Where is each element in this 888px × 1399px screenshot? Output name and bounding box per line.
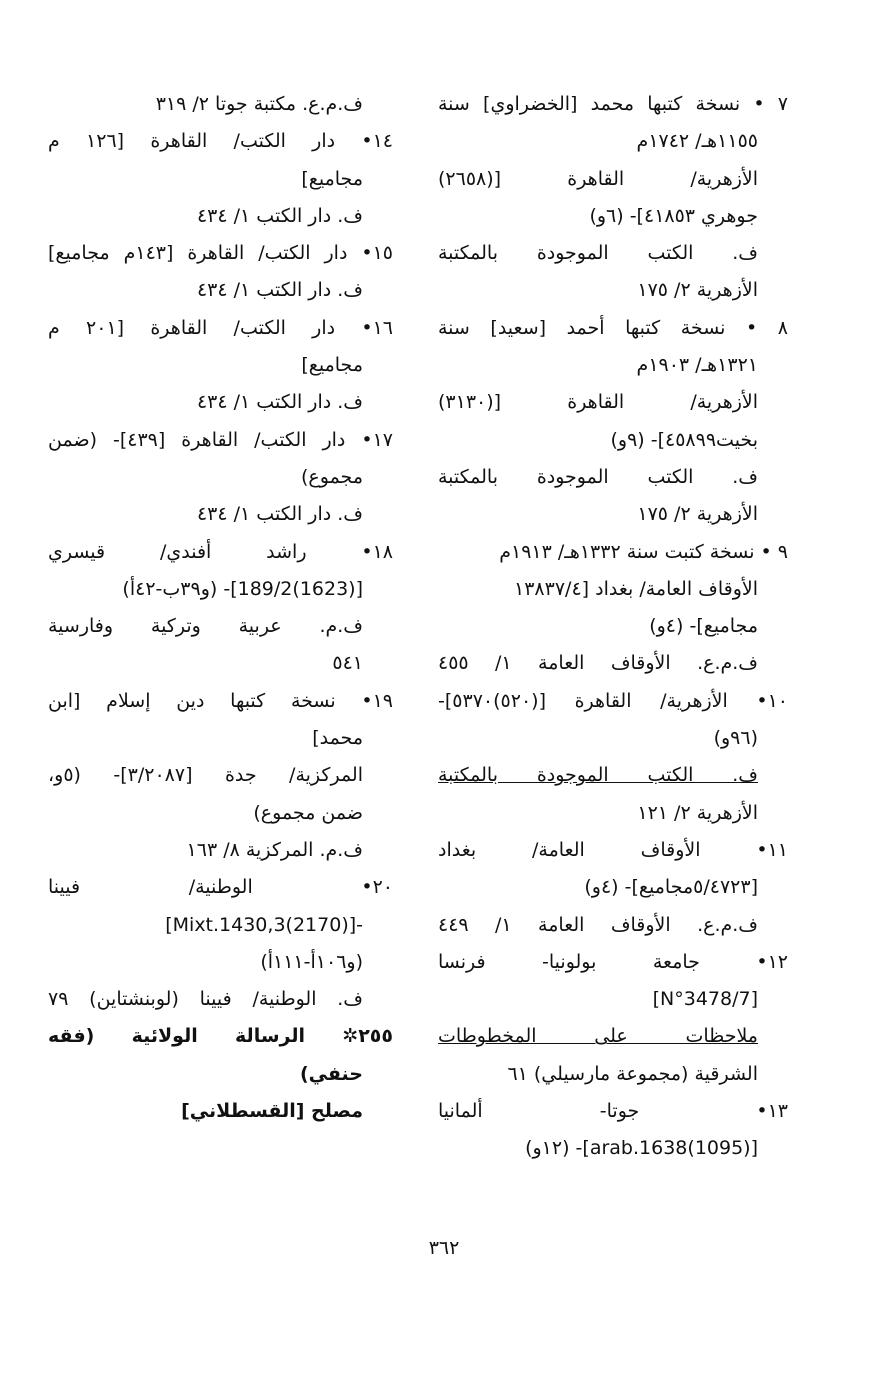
entry-detail-line: ١٣٢١هـ/ ١٩٠٣م <box>636 354 758 377</box>
entry-heading-line: ١٩• نسخة كتبها دين إسلام [ابن <box>48 689 393 712</box>
entry-detail-line: ف. دار الكتب ١/ ٤٣٤ <box>196 503 363 526</box>
right-column <box>438 86 788 1168</box>
entry-heading-line: ١٦• دار الكتب/ القاهرة [٢٠١ م <box>48 316 393 339</box>
entry-heading-line: ٨ • نسخة كتبها أحمد [سعيد] سنة <box>438 316 788 339</box>
entry-detail-line: (و١٠٦أ-١١١أ) <box>260 950 363 973</box>
entry-detail-line: مجاميع] <box>301 167 363 190</box>
entry-detail-line: ملاحظات على المخطوطات <box>438 1025 758 1048</box>
entry-detail-line: [(1095)arab.1638]- (١٢و) <box>525 1137 758 1160</box>
entry-heading-line: ٩ • نسخة كتبت سنة ١٣٣٢هـ/ ١٩١٣م <box>499 540 788 563</box>
page-number: ٣٦٢ <box>428 1237 460 1259</box>
entry-detail-line: مجموع) <box>301 465 363 488</box>
entry-detail-line: الأزهرية ٢/ ١٢١ <box>637 801 758 824</box>
entry-detail-line: ف. دار الكتب ١/ ٤٣٤ <box>196 204 363 227</box>
entry-detail-line: بخيت٤٥٨٩٩]- (٩و) <box>610 428 758 451</box>
entry-detail-line: جوهري ٤١٨٥٣]- (٦و) <box>589 204 758 227</box>
entry-detail-line: ف. الكتب الموجودة بالمكتبة <box>438 242 758 265</box>
entry-detail-line: الأزهرية/ القاهرة [(٣١٣٠) <box>438 391 758 414</box>
entry-detail-line: ف. دار الكتب ١/ ٤٣٤ <box>196 279 363 302</box>
entry-detail-line: [٥/٤٧٢٣مجاميع]- (٤و) <box>584 876 758 899</box>
entry-detail-line: الأوقاف العامة/ بغداد [١٣٨٣٧/٤ <box>514 577 758 600</box>
entry-heading-line: ١٨• راشد أفندي/ قيسري <box>48 540 393 563</box>
entry-detail-line: المركزية/ جدة [٣/٢٠٨٧]- (٥و، <box>48 764 363 787</box>
entry-detail-line: ٥٤١ <box>332 652 363 675</box>
entry-detail-line: ف.م. عربية وتركية وفارسية <box>48 615 363 638</box>
entry-detail-line: ف. الكتب الموجودة بالمكتبة <box>438 465 758 488</box>
entry-detail-line: محمد] <box>312 727 363 750</box>
entry-heading-line: ١١• الأوقاف العامة/ بغداد <box>438 838 788 861</box>
entry-detail-line: مصلح [القسطلاني] <box>181 1100 363 1123</box>
entry-detail-line: ١١٥٥هـ/ ١٧٤٢م <box>636 130 758 153</box>
entry-detail-line: ف. دار الكتب ١/ ٤٣٤ <box>196 391 363 414</box>
entry-heading-line: ١٧• دار الكتب/ القاهرة [٤٣٩]- (ضمن <box>48 428 393 451</box>
entry-heading-line: ٧ • نسخة كتبها محمد [الخضراوي] سنة <box>438 93 788 115</box>
entry-detail-line: الأزهرية ٢/ ١٧٥ <box>637 279 758 302</box>
entry-detail-line: الشرقية (مجموعة مارسيلي) ٦١ <box>507 1062 758 1085</box>
entry-detail-line: ف.م.ع. مكتبة جوتا ٢/ ٣١٩ <box>155 93 363 115</box>
entry-detail-line: [N°3478/7] <box>652 988 758 1011</box>
entry-detail-line: ضمن مجموع) <box>253 801 363 824</box>
entry-detail-line: حنفي) <box>299 1062 363 1085</box>
entry-detail-line: ف. الكتب الموجودة بالمكتبة <box>438 764 758 787</box>
entry-detail-line: ف. الوطنية/ فيينا (لوبنشتاين) ٧٩ <box>48 988 363 1011</box>
entry-heading-line: ٢٥٥✲ الرسالة الولائية (فقه <box>48 1025 393 1048</box>
entry-detail-line: مجاميع] <box>301 354 363 377</box>
entry-detail-line: ف.م. المركزية ٨/ ١٦٣ <box>186 838 363 861</box>
entry-heading-line: ١٢• جامعة بولونيا- فرنسا <box>438 950 788 973</box>
entry-detail-line: [(1623)189/2]- (و٣٩ب-٤٢أ) <box>122 577 363 600</box>
entry-detail-line: الأزهرية ٢/ ١٧٥ <box>637 503 758 526</box>
entry-heading-line: ١٤• دار الكتب/ القاهرة [١٢٦ م <box>48 130 393 153</box>
entry-detail-line: الأزهرية/ القاهرة [(٢٦٥٨) <box>438 167 758 190</box>
entry-detail-line: ف.م.ع. الأوقاف العامة ١/ ٤٥٥ <box>438 652 758 675</box>
entry-detail-line: (٩٦و) <box>713 727 758 750</box>
entry-heading-line: ١٠• الأزهرية/ القاهرة [(٥٢٠)٥٣٧٠]- <box>438 689 788 712</box>
entry-detail-line: -[(2170)Mixt.1430,3] <box>165 913 363 936</box>
left-column <box>48 86 393 1130</box>
entry-heading-line: ١٣• جوتا- ألمانيا <box>438 1100 788 1123</box>
entry-detail-line: ف.م.ع. الأوقاف العامة ١/ ٤٤٩ <box>438 913 758 936</box>
entry-detail-line: مجاميع]- (٤و) <box>649 615 758 638</box>
entry-heading-line: ٢٠• الوطنية/ فيينا <box>48 876 393 899</box>
entry-heading-line: ١٥• دار الكتب/ القاهرة [١٤٣م مجاميع] <box>48 242 393 265</box>
